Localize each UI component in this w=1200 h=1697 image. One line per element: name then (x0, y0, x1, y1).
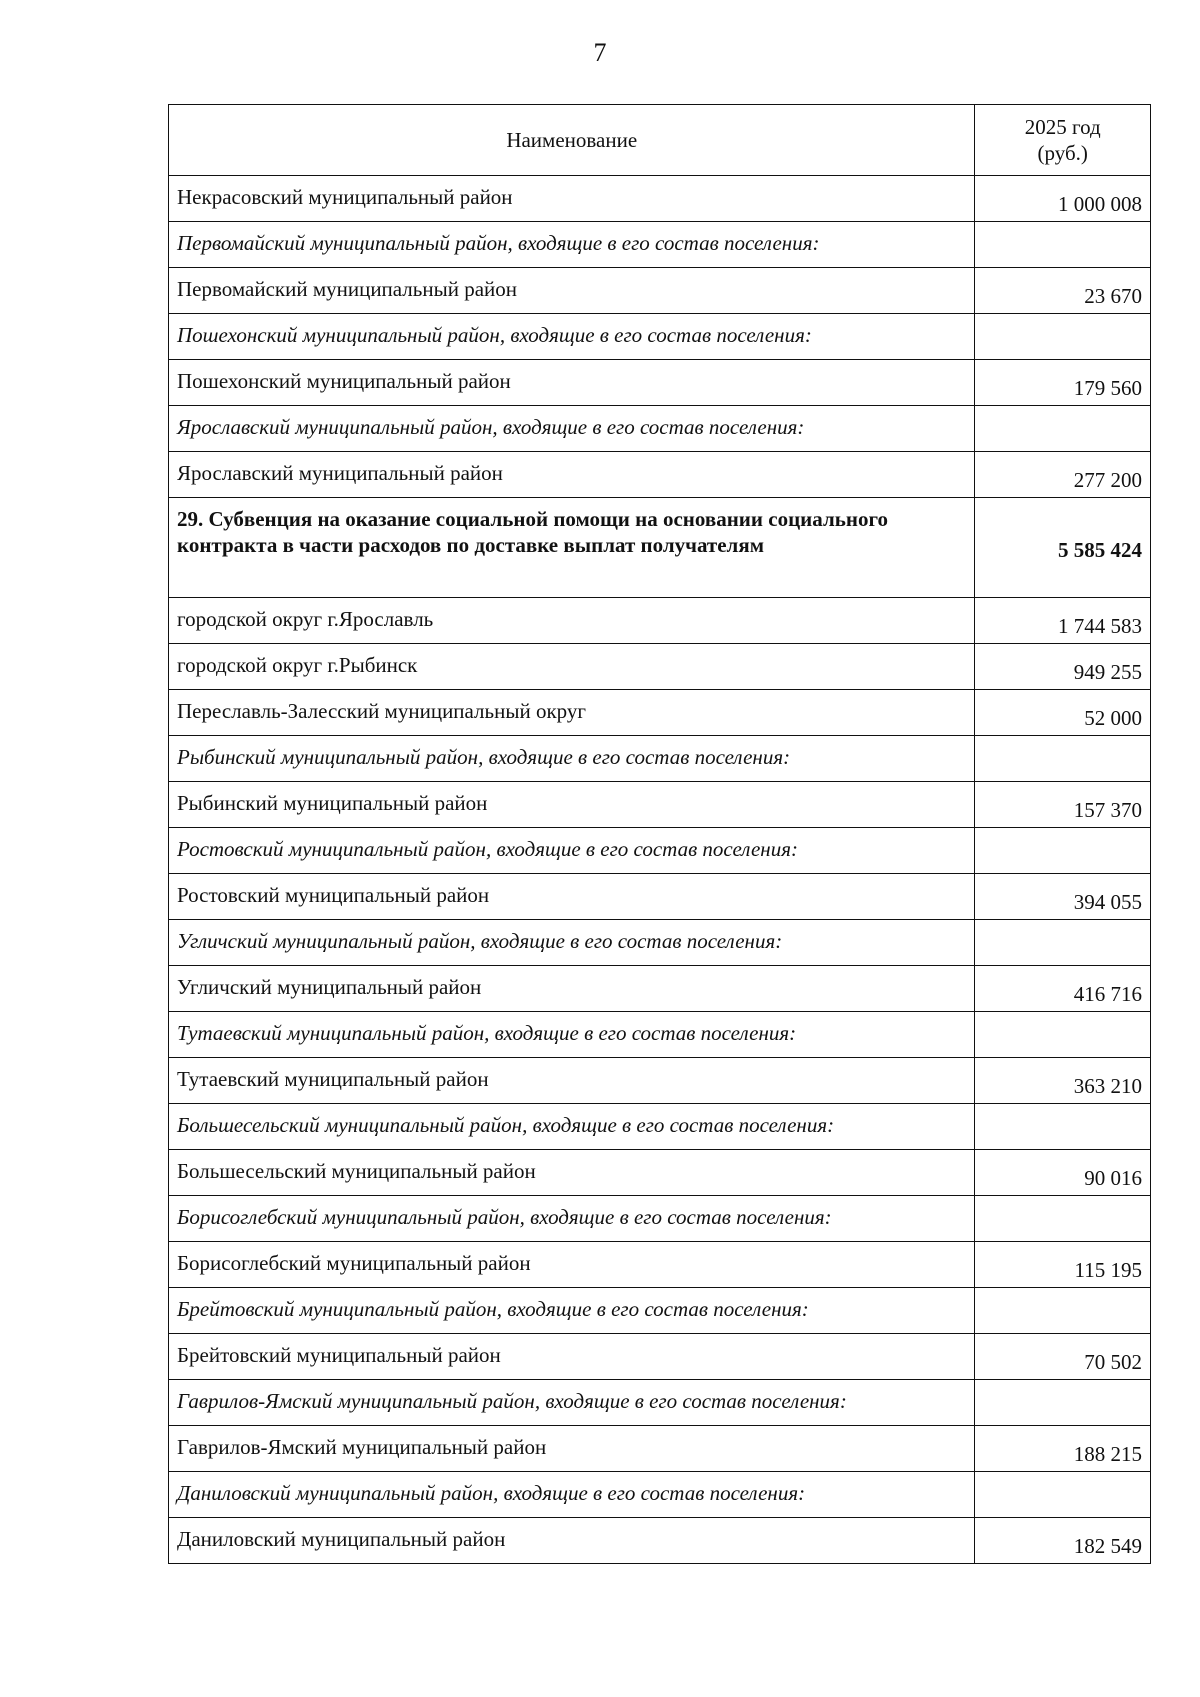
table-row (169, 360, 1151, 406)
table-row (169, 690, 1151, 736)
row-name-cell: Первомайский муниципальный район (169, 268, 975, 314)
row-name-cell: городской округ г.Ярославль (169, 598, 975, 644)
table-subheader-row (169, 406, 1151, 452)
row-name-cell: Некрасовский муниципальный район (169, 176, 975, 222)
table-subheader-row (169, 314, 1151, 360)
table-row (169, 874, 1151, 920)
table-subheader-row (169, 1288, 1151, 1334)
row-amount-cell: 5 585 424 (975, 498, 1151, 598)
row-amount-cell: 1 000 008 (975, 176, 1151, 222)
row-name-cell: Брейтовский муниципальный район (169, 1334, 975, 1380)
row-name-cell: Даниловский муниципальный район, входящие в его состав поселения: (169, 1472, 975, 1518)
row-name-cell: Угличский муниципальный район (169, 966, 975, 1012)
row-amount-cell (975, 1472, 1151, 1518)
row-name-cell: Ярославский муниципальный район, входящие в его состав поселения: (169, 406, 975, 452)
table-header-row (169, 105, 1151, 176)
table-row (169, 452, 1151, 498)
row-name-cell: Пошехонский муниципальный район (169, 360, 975, 406)
table-row (169, 782, 1151, 828)
row-amount-cell (975, 1196, 1151, 1242)
row-amount-cell: 179 560 (975, 360, 1151, 406)
row-amount-cell: 23 670 (975, 268, 1151, 314)
row-amount-cell (975, 1380, 1151, 1426)
row-amount-cell: 182 549 (975, 1518, 1151, 1564)
row-name-cell: Ростовский муниципальный район, входящие в его состав поселения: (169, 828, 975, 874)
row-amount-cell (975, 222, 1151, 268)
row-amount-cell: 52 000 (975, 690, 1151, 736)
row-amount-cell (975, 920, 1151, 966)
row-amount-cell: 416 716 (975, 966, 1151, 1012)
table-subheader-row (169, 1012, 1151, 1058)
row-name-cell: Большесельский муниципальный район, входящие в его состав поселения: (169, 1104, 975, 1150)
row-name-cell: Ярославский муниципальный район (169, 452, 975, 498)
row-name-cell: Угличский муниципальный район, входящие в его состав поселения: (169, 920, 975, 966)
row-amount-cell: 394 055 (975, 874, 1151, 920)
table-row (169, 1150, 1151, 1196)
row-amount-cell (975, 406, 1151, 452)
row-amount-cell: 70 502 (975, 1334, 1151, 1380)
row-amount-cell: 115 195 (975, 1242, 1151, 1288)
table-subheader-row (169, 1196, 1151, 1242)
row-name-cell: Пошехонский муниципальный район, входящие в его состав поселения: (169, 314, 975, 360)
table-body (169, 176, 1151, 1564)
table-row (169, 1058, 1151, 1104)
header-amount-unit: (руб.) (1037, 141, 1088, 165)
row-amount-cell: 90 016 (975, 1150, 1151, 1196)
header-amount-cell (975, 105, 1151, 176)
table-subheader-row (169, 1472, 1151, 1518)
row-name-cell: Борисоглебский муниципальный район (169, 1242, 975, 1288)
table-row (169, 1334, 1151, 1380)
table-subheader-row (169, 736, 1151, 782)
table-subheader-row (169, 222, 1151, 268)
row-amount-cell (975, 828, 1151, 874)
row-name-cell: Ростовский муниципальный район (169, 874, 975, 920)
row-amount-cell (975, 1288, 1151, 1334)
row-name-cell: Гаврилов-Ямский муниципальный район, входящие в его состав поселения: (169, 1380, 975, 1426)
row-amount-cell: 188 215 (975, 1426, 1151, 1472)
row-name-cell: Тутаевский муниципальный район, входящие в его состав поселения: (169, 1012, 975, 1058)
table-row (169, 966, 1151, 1012)
budget-table (168, 104, 1151, 1564)
row-amount-cell (975, 1104, 1151, 1150)
row-name-cell: Борисоглебский муниципальный район, входящие в его состав поселения: (169, 1196, 975, 1242)
row-name-cell: Большесельский муниципальный район (169, 1150, 975, 1196)
header-name-cell: Наименование (169, 105, 975, 176)
table-row (169, 1242, 1151, 1288)
row-name-cell: Тутаевский муниципальный район (169, 1058, 975, 1104)
table-total-row (169, 498, 1151, 598)
row-amount-cell: 363 210 (975, 1058, 1151, 1104)
row-name-cell: Первомайский муниципальный район, входящие в его состав поселения: (169, 222, 975, 268)
row-name-cell: Рыбинский муниципальный район (169, 782, 975, 828)
row-name-cell: Гаврилов-Ямский муниципальный район (169, 1426, 975, 1472)
table-row (169, 644, 1151, 690)
table-subheader-row (169, 828, 1151, 874)
table-row (169, 598, 1151, 644)
row-amount-cell (975, 736, 1151, 782)
row-name-cell: Рыбинский муниципальный район, входящие в его состав поселения: (169, 736, 975, 782)
row-name-cell: Брейтовский муниципальный район, входящие в его состав поселения: (169, 1288, 975, 1334)
row-name-cell: 29. Субвенция на оказание социальной помощи на основании социального контракта в части расходов по доставке выплат получателям (169, 498, 975, 598)
row-amount-cell: 157 370 (975, 782, 1151, 828)
row-amount-cell: 949 255 (975, 644, 1151, 690)
page-number: 7 (593, 38, 607, 67)
row-amount-cell: 277 200 (975, 452, 1151, 498)
row-name-cell: Даниловский муниципальный район (169, 1518, 975, 1564)
table-row (169, 268, 1151, 314)
row-amount-cell (975, 1012, 1151, 1058)
row-name-cell: Переславль-Залесский муниципальный округ (169, 690, 975, 736)
row-amount-cell: 1 744 583 (975, 598, 1151, 644)
table-row (169, 1426, 1151, 1472)
table-subheader-row (169, 1380, 1151, 1426)
row-amount-cell (975, 314, 1151, 360)
row-name-cell: городской округ г.Рыбинск (169, 644, 975, 690)
table-subheader-row (169, 920, 1151, 966)
header-amount-year: 2025 год (1024, 115, 1101, 139)
table-subheader-row (169, 1104, 1151, 1150)
table-row (169, 176, 1151, 222)
table-row (169, 1518, 1151, 1564)
